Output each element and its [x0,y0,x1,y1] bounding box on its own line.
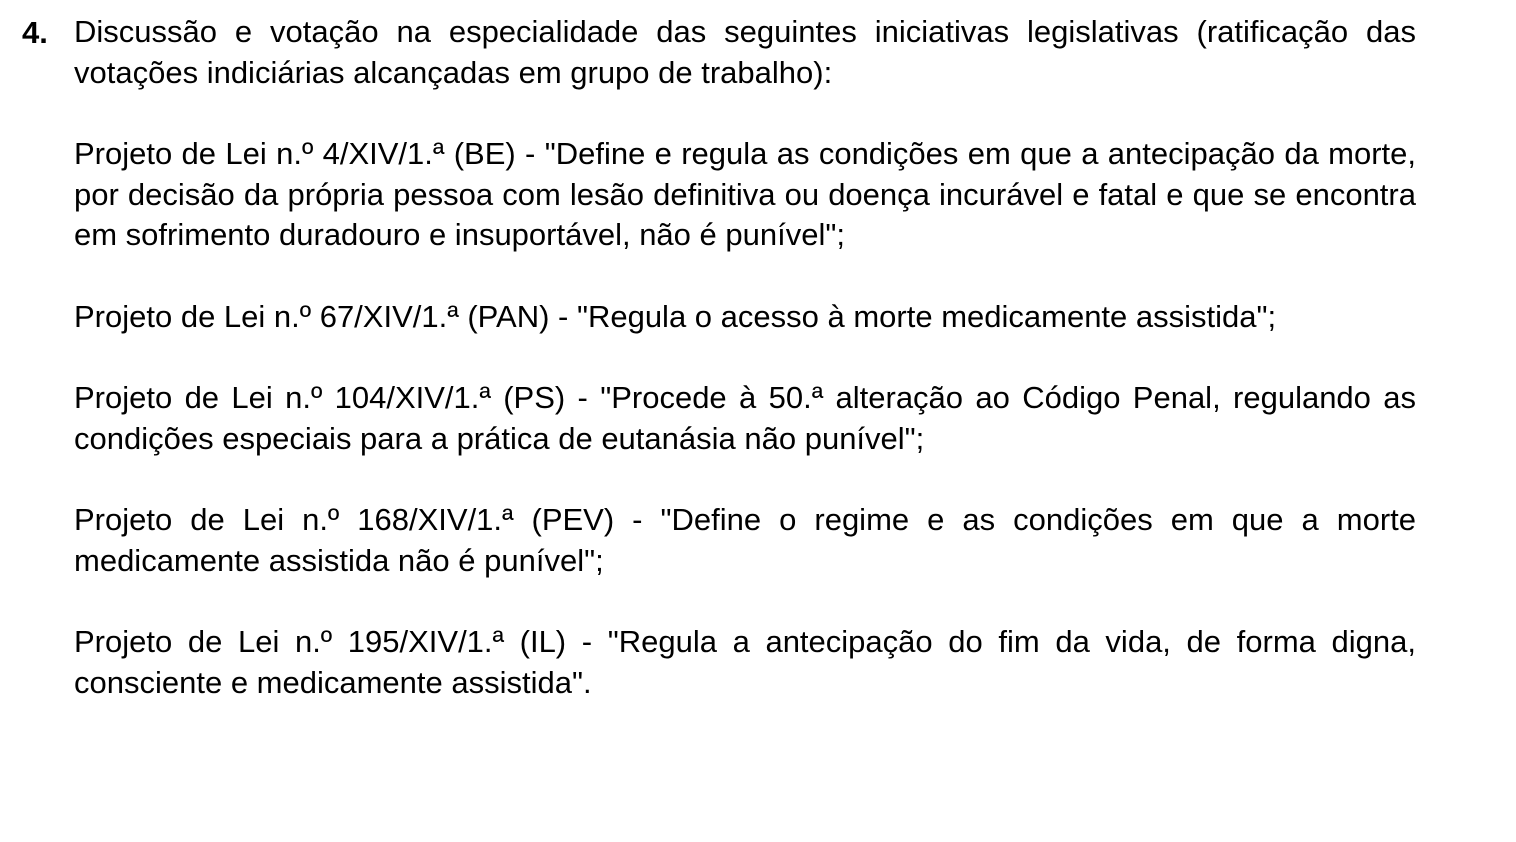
agenda-item [22,12,1416,703]
bill-paragraph: Projeto de Lei n.º 195/XIV/1.ª (IL) - "Regula a antecipação do fim da vida, de forma digna, consciente e medicamente assistida". [74,624,1416,700]
bill-paragraph: Projeto de Lei n.º 67/XIV/1.ª (PAN) - "Regula o acesso à morte medicamente assistida"; [74,298,1277,334]
bill-paragraph: Projeto de Lei n.º 4/XIV/1.ª (BE) - "Define e regula as condições em que a antecipação da morte, por decisão da própria pessoa com lesão definitiva ou doença incurável e fatal e que se encontra em sofrimento duradouro e insuportável, não é punível"; [74,136,1416,252]
item-body [74,12,1416,703]
item-number: 4. [22,15,48,50]
bill-paragraph: Projeto de Lei n.º 168/XIV/1.ª (PEV) - "Define o regime e as condições em que a morte medicamente assistida não é punível"; [74,502,1416,578]
bill-paragraph: Projeto de Lei n.º 104/XIV/1.ª (PS) - "Procede à 50.ª alteração ao Código Penal, regulando as condições especiais para a prática de eutanásia não punível"; [74,380,1416,456]
item-heading: Discussão e votação na especialidade das seguintes iniciativas legislativas (ratificação das votações indiciárias alcançadas em grupo de trabalho): [74,14,1416,90]
document-page [22,12,1416,703]
